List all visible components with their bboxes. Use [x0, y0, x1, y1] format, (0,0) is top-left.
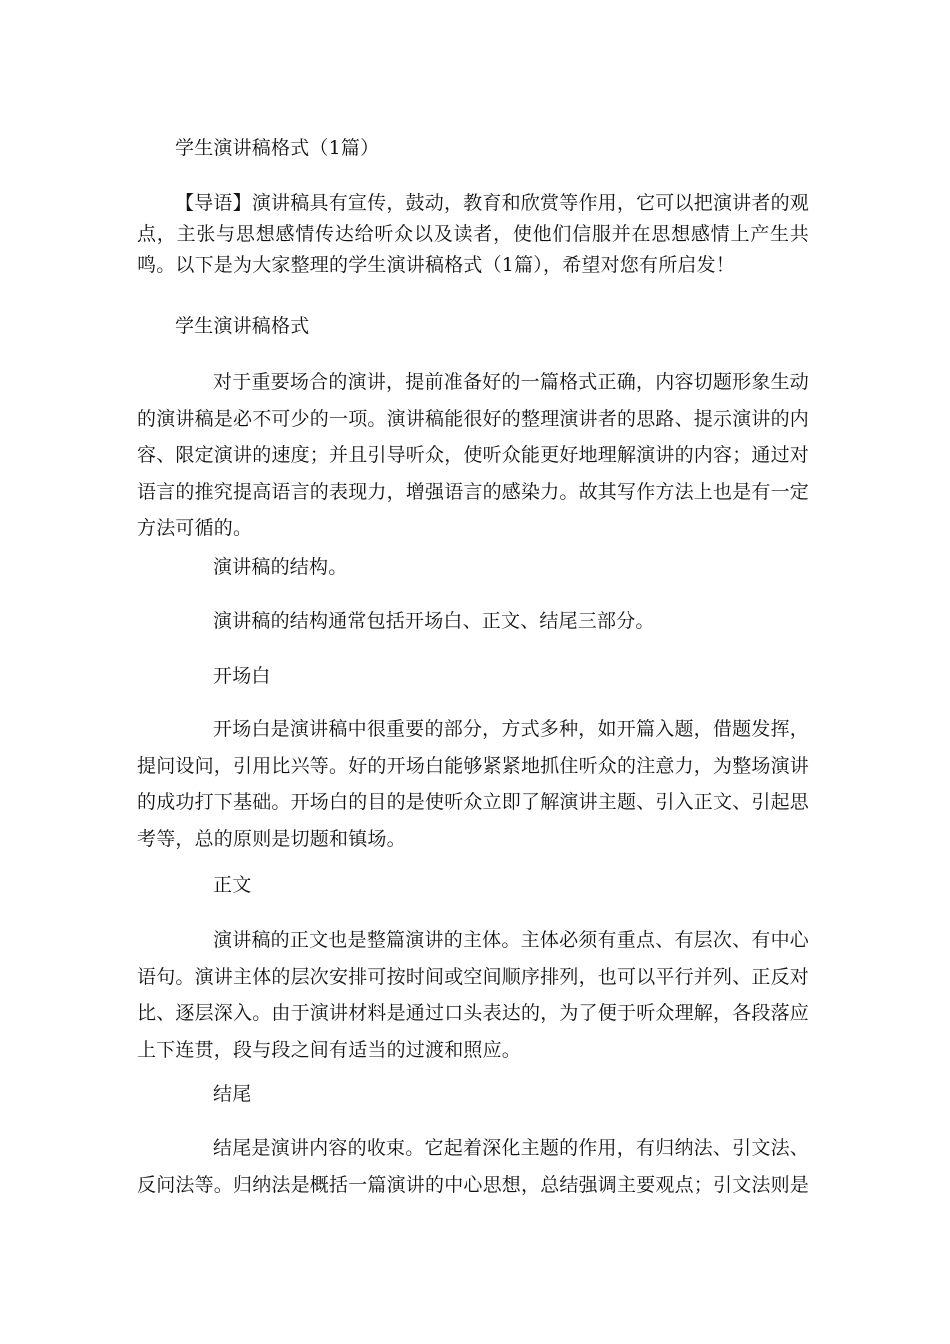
- body-heading: 正文: [213, 874, 252, 896]
- section-title: 学生演讲稿格式: [175, 315, 310, 337]
- document-title: 学生演讲稿格式（1篇）: [175, 137, 380, 159]
- ending-paragraph: 结尾是演讲内容的收束。它起着深化主题的作用，有归纳法、引文法、反问法等。归纳法是概括一篇演讲的中心思想，总结强调主要观点；引文法则是: [137, 1137, 810, 1196]
- paragraph-importance: 对于重要场合的演讲，提前准备好的一篇格式正确，内容切题形象生动的演讲稿是必不可少的一项。演讲稿能很好的整理演讲者的思路、提示演讲的内容、限定演讲的速度；并且引导听众，使听众能更好地理解演讲的内容；通过对语言的推究提高语言的表现力，增强语言的感染力。故其写作方法上也是有一定方法可循的。: [137, 371, 810, 539]
- ending-heading: 结尾: [213, 1083, 252, 1105]
- body-paragraph: 演讲稿的正文也是整篇演讲的主体。主体必须有重点、有层次、有中心语句。演讲主体的层次安排可按时间或空间顺序排列，也可以平行并列、正反对比、逐层深入。由于演讲材料是通过口头表达的，为了便于听众理解，各段落应上下连贯，段与段之间有适当的过渡和照应。: [137, 929, 810, 1061]
- structure-text: 演讲稿的结构通常包括开场白、正文、结尾三部分。: [213, 610, 655, 632]
- structure-heading: 演讲稿的结构。: [213, 556, 348, 578]
- intro-paragraph: 【导语】演讲稿具有宣传，鼓动，教育和欣赏等作用，它可以把演讲者的观点，主张与思想感情传达给听众以及读者，使他们信服并在思想感情上产生共鸣。以下是为大家整理的学生演讲稿格式（1篇），希望对您有所启发！: [137, 192, 809, 276]
- opening-heading: 开场白: [213, 665, 271, 687]
- opening-paragraph: 开场白是演讲稿中很重要的部分，方式多种，如开篇入题，借题发挥，提问设问，引用比兴等。好的开场白能够紧紧地抓住听众的注意力，为整场演讲的成功打下基础。开场白的目的是使听众立即了解演讲主题、引入正文、引起思考等，总的原则是切题和镇场。: [137, 718, 810, 850]
